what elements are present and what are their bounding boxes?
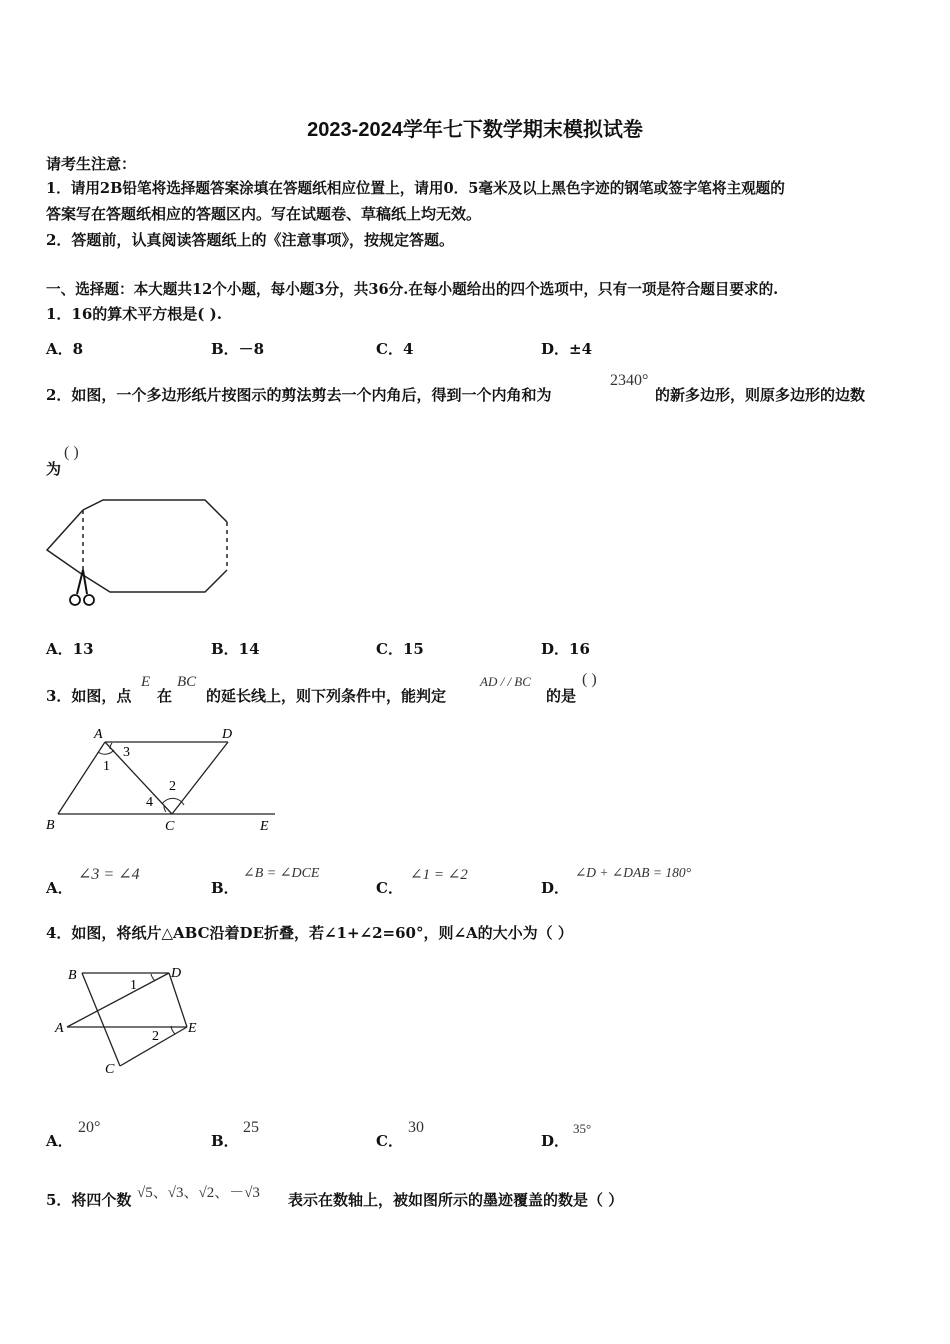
q1-option-c: C．4 [376,340,414,358]
q4-label-d: D [171,966,182,981]
q2-angle-sum: 2340° [610,372,649,389]
notice-line-3: 2．答题前，认真阅读答题纸上的《注意事项》，按规定答题。 [46,231,454,249]
notice-line-2: 答案写在答题纸相应的答题区内。写在试题卷、草稿纸上均无效。 [46,205,482,223]
q4-label-b: B [68,968,77,983]
q3-point-e: E [141,674,151,690]
q3-option-a-math: ∠3 = ∠4 [78,866,140,883]
q3-label-c: C [165,819,175,834]
section-heading: 一、选择题：本大题共12个小题，每小题3分，共36分.在每小题给出的四个选项中，只有一项是符合题目要求的. [46,281,779,298]
q4-stem: 4．如图，将纸片△ABC沿着DE折叠，若∠1+∠2=60°，则∠A的大小为（ ） [46,924,573,942]
q4-label-e: E [188,1021,197,1036]
q4-option-b-math: 25 [243,1119,259,1136]
q3-stem-b: 在 [157,687,173,705]
q4-figure [45,960,215,1078]
q1-option-b: B．－8 [211,340,265,358]
q3-option-a-letter: A． [46,879,73,897]
q3-parallel-condition: AD / / BC [480,674,531,689]
q2-figure [40,490,240,615]
q2-polygon-top [83,500,227,522]
q3-segment-bc: BC [177,674,197,690]
q2-cut-corner [47,510,83,575]
q4-line-de [169,973,187,1027]
q3-label-a: A [94,727,103,742]
q4-line-ad [67,973,169,1027]
q4-label-2: 2 [152,1029,159,1044]
q3-label-e: E [260,819,269,834]
q2-option-d: D．16 [541,640,590,658]
q2-option-c: C．15 [376,640,424,658]
notice-line-1: 1．请用2B铅笔将选择题答案涂填在答题纸相应位置上，请用0．5毫米及以上黑色字迹的钢笔或签字笔将主观题的 [46,180,785,197]
q4-label-c: C [105,1062,115,1077]
q3-option-b-letter: B． [211,879,239,897]
q5-stem-b: 表示在数轴上，被如图所示的墨迹覆盖的数是（ ） [288,1191,624,1209]
q4-line-bc [82,973,120,1066]
q3-option-d-letter: D． [541,879,570,897]
q1-stem: 1．16的算术平方根是( ). [46,305,222,323]
q1-option-a: A．8 [46,340,84,358]
q2-stem-a: 2．如图，一个多边形纸片按图示的剪法剪去一个内角后，得到一个内角和为 [46,386,552,404]
q2-option-a: A．13 [46,640,94,658]
q3-stem-a: 3．如图，点 [46,687,132,705]
q1-option-d: D．±4 [541,340,593,358]
q2-answer-paren: ( ) [64,444,79,461]
q3-line-ac [105,742,172,814]
q3-figure [40,720,280,838]
q3-option-d-math: ∠D + ∠DAB = 180° [575,865,691,880]
q3-label-b: B [46,818,55,833]
q3-stem-d: 的是 [546,687,577,705]
q2-polygon-bottom [83,570,227,592]
scissors-icon [70,570,94,605]
q4-label-a: A [55,1021,64,1036]
q4-option-a-letter: A． [46,1132,73,1150]
q3-option-c-math: ∠1 = ∠2 [410,867,468,883]
q3-angle-2-arc [162,798,184,805]
q3-label-3: 3 [123,745,130,760]
q4-label-1: 1 [130,978,137,993]
q5-stem-a: 5．将四个数 [46,1191,132,1209]
q5-numbers: √5、√3、√2、－√3 [137,1185,260,1201]
q3-label-1: 1 [103,759,110,774]
q2-option-b: B．14 [211,640,260,658]
q4-option-a-math: 20° [78,1119,101,1136]
q3-line-ab [58,742,105,814]
q3-answer-paren: ( ) [582,671,597,688]
q2-stem-c: 为 [46,460,62,478]
q4-option-d-math: 35° [573,1121,592,1136]
page-title: 2023-2024学年七下数学期末模拟试卷 [307,119,643,141]
q4-angle-1-arc [151,974,155,981]
notice-heading: 请考生注意： [46,155,137,173]
q4-option-b-letter: B． [211,1132,239,1150]
q3-label-2: 2 [169,779,176,794]
q3-line-dc [172,742,228,814]
q2-stem-b: 的新多边形，则原多边形的边数 [655,386,866,404]
q4-option-c-letter: C． [376,1132,403,1150]
q3-stem-c: 的延长线上，则下列条件中，能判定 [206,687,447,705]
q4-option-d-letter: D． [541,1132,570,1150]
q3-label-4: 4 [146,795,153,810]
q3-option-b-math: ∠B = ∠DCE [243,866,320,881]
q4-option-c-math: 30 [408,1119,424,1136]
q3-label-d: D [222,727,233,742]
q3-option-c-letter: C． [376,879,403,897]
q3-angle-1-arc [98,750,114,754]
